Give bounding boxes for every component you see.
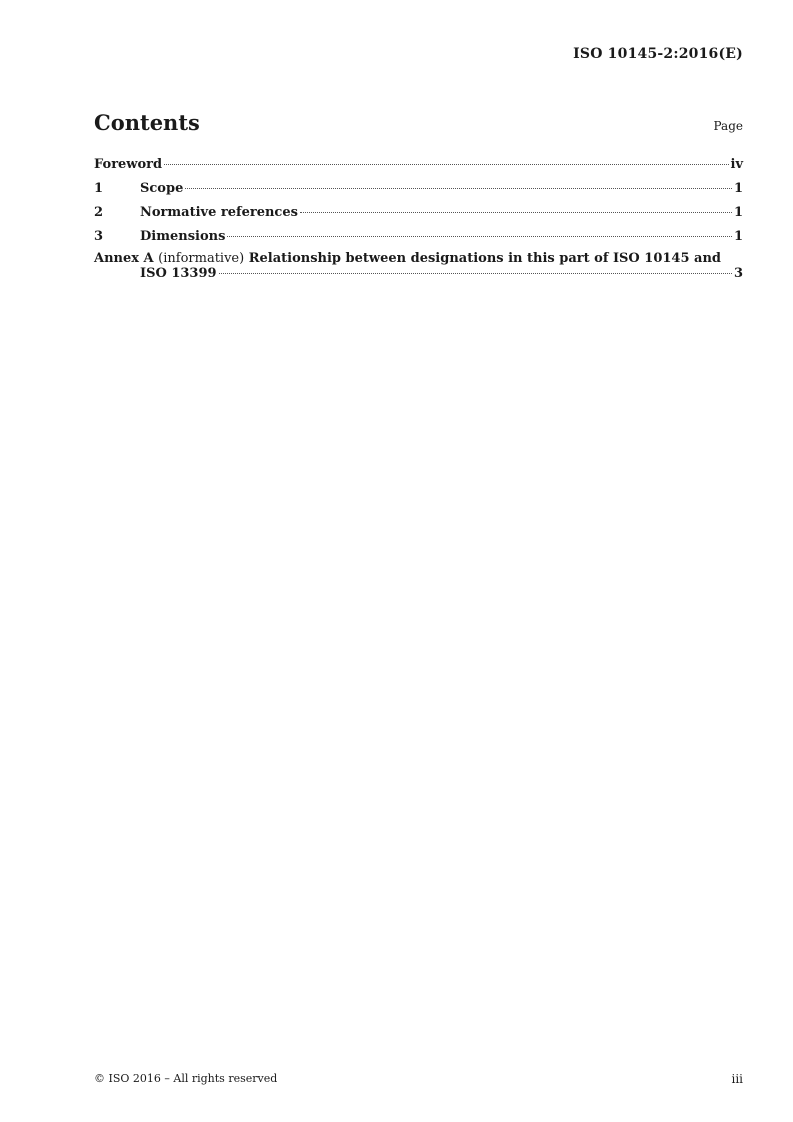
copyright-notice: © ISO 2016 – All rights reserved xyxy=(94,1072,278,1085)
toc-entry-title: Normative references xyxy=(140,205,298,220)
annex-title-line2 xyxy=(94,266,743,281)
toc-entry-dimensions[interactable] xyxy=(94,227,743,251)
annex-label: Annex A xyxy=(94,251,154,266)
toc-entry-number: 3 xyxy=(94,229,104,244)
contents-heading: Contents xyxy=(94,110,200,135)
toc-entry-page: 1 xyxy=(733,181,743,196)
dot-leader xyxy=(300,212,732,213)
annex-title-second-line: ISO 13399 xyxy=(140,266,217,281)
toc-entry-number: 2 xyxy=(94,205,104,220)
page-column-label: Page xyxy=(713,119,743,133)
toc-entry-page: iv xyxy=(730,157,743,172)
page-number: iii xyxy=(731,1072,743,1086)
toc-entry-title: Scope xyxy=(140,181,184,196)
toc-entry-scope[interactable] xyxy=(94,179,743,203)
annex-qualifier: (informative) xyxy=(158,251,245,266)
toc-entry-page: 1 xyxy=(733,229,743,244)
toc-entry-foreword[interactable] xyxy=(94,155,743,179)
toc-entry-page: 1 xyxy=(733,205,743,220)
annex-title-line1 xyxy=(94,251,743,266)
toc-entry-annex-a[interactable] xyxy=(94,251,743,281)
toc-entry-normative-references[interactable] xyxy=(94,203,743,227)
dot-leader xyxy=(227,236,732,237)
table-of-contents xyxy=(94,155,743,281)
toc-entry-page: 3 xyxy=(733,266,743,281)
toc-entry-title: Dimensions xyxy=(140,229,226,244)
dot-leader xyxy=(164,164,728,165)
dot-leader xyxy=(219,273,732,274)
dot-leader xyxy=(185,188,732,189)
toc-entry-number: 1 xyxy=(94,181,104,196)
toc-entry-title: Foreword xyxy=(94,157,163,172)
annex-title-first-line: Relationship between designations in this part of ISO 10145 and xyxy=(248,251,721,266)
document-id: ISO 10145-2:2016(E) xyxy=(573,46,743,62)
